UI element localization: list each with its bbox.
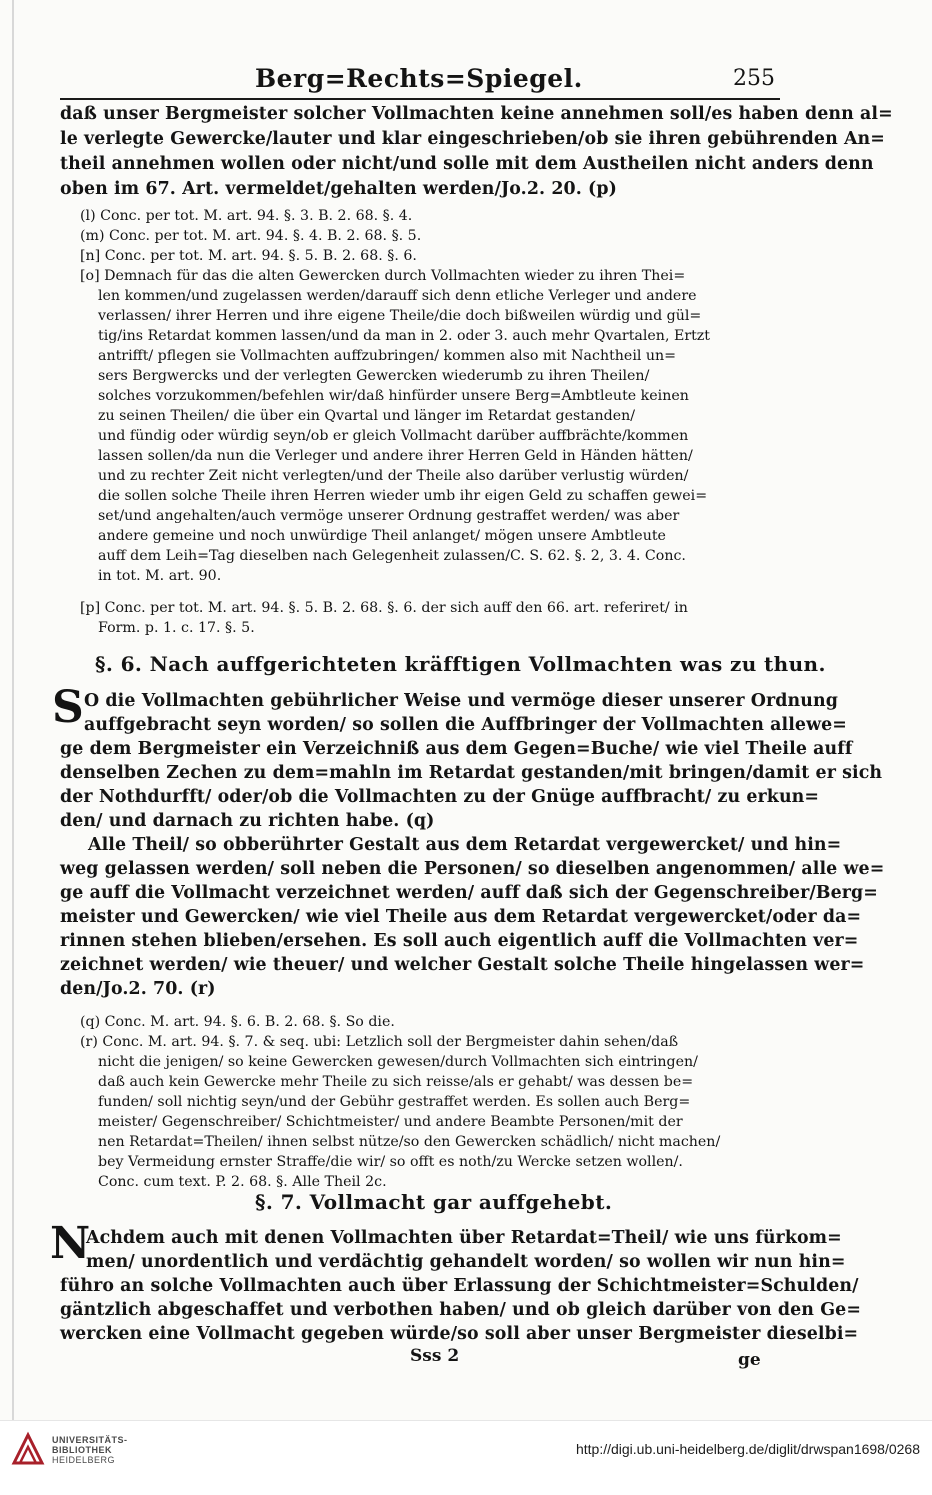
text-line: meister und Gewercken/ wie viel Theile aus dem Retardat vergewercket/oder da= (60, 907, 862, 927)
section-heading: §. 6. Nach auffgerichteten kräfftigen Vollmachten was zu thun. (95, 652, 826, 676)
footnote-line: bey Vermeidung ernster Straffe/die wir/ so offt es noth/zu Wercke setzen wollen/. (98, 1154, 683, 1170)
text-line: O die Vollmachten gebührlicher Weise und vermöge dieser unserer Ordnung (84, 691, 839, 711)
footnote-line: daß auch kein Gewercke mehr Theile zu sich reisse/als er gehabt/ was dessen be= (98, 1074, 694, 1090)
text-line: Alle Theil/ so obberührter Gestalt aus dem Retardat vergewercket/ und hin= (88, 835, 842, 855)
running-title: Berg=Rechts=Spiegel. (255, 64, 583, 93)
library-name-line: UNIVERSITÄTS- (52, 1435, 128, 1445)
library-city-line: HEIDELBERG (52, 1455, 116, 1465)
text-line: theil annehmen wollen oder nicht/und solle mit dem Austheilen nicht anders denn (60, 154, 874, 174)
footnote-line: Conc. cum text. P. 2. 68. §. Alle Theil 2c. (98, 1174, 387, 1190)
drop-cap: S (52, 682, 84, 733)
text-line: denselben Zechen zu dem=mahln im Retardat gestanden/mit bringen/damit er sich (60, 763, 883, 783)
signature-mark: Sss 2 (410, 1346, 460, 1366)
footnote-line: antrifft/ pflegen sie Vollmachten auffzubringen/ kommen also mit Nachtheil un= (98, 348, 677, 364)
footnote-line: und zu rechter Zeit nicht verlegten/und der Theile also darüber verlustig würden/ (98, 468, 689, 484)
text-line: ge dem Bergmeister ein Verzeichniß aus dem Gegen=Buche/ wie viel Theile auff (60, 739, 853, 759)
section-heading: §. 7. Vollmacht gar auffgehebt. (255, 1190, 613, 1214)
footnote-line: funden/ soll nichtig seyn/und der Gebühr gestraffet werden. Es sollen auch Berg= (98, 1094, 691, 1110)
footnote-line: zu seinen Theilen/ die über ein Qvartal und länger im Retardat gestanden/ (98, 408, 636, 424)
viewer-footer (0, 1420, 932, 1495)
footnote-line: (l) Conc. per tot. M. art. 94. §. 3. B. 2. 68. §. 4. (80, 208, 413, 224)
footnote-line: meister/ Gegenschreiber/ Schichtmeister/ und andere Beambte Personen/mit der (98, 1114, 683, 1130)
footnote-line: solches vorzukommen/befehlen wir/daß hinfürder unsere Berg=Ambtleute keinen (98, 388, 689, 404)
footnote-line: lassen sollen/da nun die Verleger und andere ihrer Herren Geld in Händen hätten/ (98, 448, 693, 464)
text-line: oben im 67. Art. vermeldet/gehalten werden/Jo.2. 20. (p) (60, 179, 617, 199)
text-line: wercken eine Vollmacht gegeben würde/so soll aber unser Bergmeister dieselbi= (60, 1324, 859, 1344)
text-line: rinnen stehen blieben/ersehen. Es soll auch eigentlich auff die Vollmachten ver= (60, 931, 859, 951)
footnote-line: andere gemeine und noch unwürdige Theil anlanget/ mögen unsere Ambtleute (98, 528, 666, 544)
library-name-line: BIBLIOTHEK (52, 1445, 112, 1455)
text-line: weg gelassen werden/ soll neben die Personen/ so dieselben angenommen/ alle we= (60, 859, 885, 879)
footnote-line: nen Retardat=Theilen/ ihnen selbst nütze/so den Gewercken schädlich/ nicht machen/ (98, 1134, 721, 1150)
text-line: den/Jo.2. 70. (r) (60, 979, 216, 999)
text-line: der Nothdurfft/ oder/ob die Vollmachten zu der Gnüge auffbracht/ zu erkun= (60, 787, 820, 807)
page-header (255, 62, 775, 102)
footnote-line: len kommen/und zugelassen werden/darauff sich denn etliche Verleger und andere (98, 288, 697, 304)
text-line: le verlegte Gewercke/lauter und klar eingeschrieben/ob sie ihren gebührenden An= (60, 129, 885, 149)
drop-cap: N (50, 1218, 91, 1269)
footnote-line: (q) Conc. M. art. 94. §. 6. B. 2. 68. §. So die. (80, 1014, 395, 1030)
text-line: auffgebracht seyn worden/ so sollen die Auffbringer der Vollmachten allewe= (84, 715, 847, 735)
text-line: gäntzlich abgeschaffet und verbothen haben/ und ob gleich darüber von den Ge= (60, 1300, 861, 1320)
source-url-link[interactable]: http://digi.ub.uni-heidelberg.de/diglit/drwspan1698/0268 (575, 1441, 920, 1457)
text-line: führo an solche Vollmachten auch über Erlassung der Schichtmeister=Schulden/ (60, 1276, 859, 1296)
footnote-line: (r) Conc. M. art. 94. §. 7. & seq. ubi: Letzlich soll der Bergmeister dahin sehen/daß (80, 1034, 679, 1050)
footnote-line: verlassen/ ihrer Herren und ihre eigene Theile/die doch bißweilen würdig und gül= (98, 308, 702, 324)
text-line: ge auff die Vollmacht verzeichnet werden/ auff daß sich der Gegenschreiber/Berg= (60, 883, 878, 903)
footnote-line: und fündig oder würdig seyn/ob er gleich Vollmacht darüber auffbrächte/kommen (98, 428, 689, 444)
text-line: zeichnet werden/ wie theuer/ und welcher Gestalt solche Theile hingelassen wer= (60, 955, 865, 975)
footnote-line: sers Bergwercks und der verlegten Gewercken wiederumb zu ihren Theilen/ (98, 368, 650, 384)
footnote-line: in tot. M. art. 90. (98, 568, 222, 584)
text-line: men/ unordentlich und verdächtig gehandelt worden/ so wollen wir nun hin= (86, 1252, 846, 1272)
footnote-line: [p] Conc. per tot. M. art. 94. §. 5. B. 2. 68. §. 6. der sich auff den 66. art. referiret/ in (80, 600, 688, 616)
scan-edge (12, 0, 14, 1420)
header-rule (60, 98, 780, 100)
footnote-line: auff dem Leih=Tag dieselben nach Gelegenheit zulassen/C. S. 62. §. 2, 3. 4. Conc. (98, 548, 686, 564)
text-line: den/ und darnach zu richten habe. (q) (60, 811, 435, 831)
footnote-line: Form. p. 1. c. 17. §. 5. (98, 620, 255, 636)
footnote-line: [n] Conc. per tot. M. art. 94. §. 5. B. 2. 68. §. 6. (80, 248, 417, 264)
footnote-line: (m) Conc. per tot. M. art. 94. §. 4. B. 2. 68. §. 5. (80, 228, 422, 244)
footnote-line: set/und angehalten/auch vermöge unserer Ordnung gestraffet werden/ was aber (98, 508, 680, 524)
catchword: ge (738, 1350, 761, 1370)
text-line: Achdem auch mit denen Vollmachten über Retardat=Theil/ wie uns fürkom= (86, 1228, 842, 1248)
footnote-line: nicht die jenigen/ so keine Gewercken gewesen/durch Vollmachten sich eintringen/ (98, 1054, 698, 1070)
footnote-line: die sollen solche Theile ihren Herren wieder umb ihr eigen Geld zu schaffen gewei= (98, 488, 708, 504)
library-logo-icon[interactable] (10, 1431, 46, 1467)
text-line: daß unser Bergmeister solcher Vollmachten keine annehmen soll/es haben denn al= (60, 104, 893, 124)
footnote-line: tig/ins Retardat kommen lassen/und da man in 2. oder 3. auch mehr Qvartalen, Ertzt (98, 328, 710, 344)
page-number: 255 (733, 66, 775, 91)
footnote-line: [o] Demnach für das die alten Gewercken durch Vollmachten wieder zu ihren Thei= (80, 268, 686, 284)
